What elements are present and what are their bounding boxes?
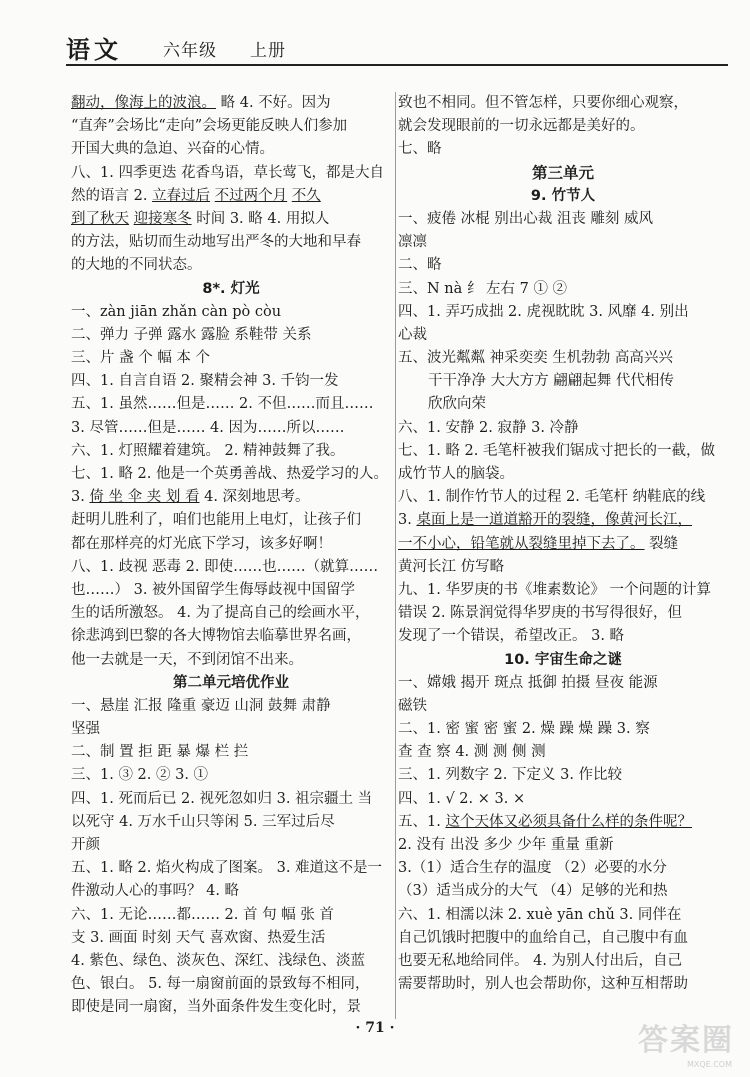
underlined-text: 不过两个月 (214, 187, 288, 204)
line-text: 略 4. 不好。因为 (216, 95, 331, 111)
header-rule (66, 64, 728, 66)
line-text: 三、N nà 纟 左右 7 ① ② (398, 280, 568, 297)
answer-line (398, 254, 728, 277)
line-text: 磁铁 (398, 697, 427, 714)
line-text: 凛凛 (398, 234, 427, 251)
line-text: 10. 宇宙生命之谜 (504, 651, 622, 668)
answer-line (71, 602, 391, 625)
answer-line (398, 579, 728, 602)
line-text: “直奔”会场比“走向”会场更能反映人们参加 (71, 118, 348, 135)
answer-line (71, 347, 391, 370)
line-text: 支 3. 画面 时刻 天气 喜欢窗、热爱生活 (71, 929, 326, 946)
line-text: 五、1. (398, 813, 446, 830)
underlined-text: 翻动，像海上的波浪。 (71, 95, 216, 111)
underlined-text: 桌面上是一道道豁开的裂缝，像黄河长江， (416, 512, 692, 529)
section-heading (398, 185, 728, 208)
line-text: 一、嫦娥 揭开 斑点 抵御 拍摄 昼夜 能源 (398, 674, 658, 691)
watermark-url: MXQE.COM (686, 1060, 732, 1069)
answer-line (398, 370, 728, 393)
line-text: 黄河长江 仿写略 (398, 558, 505, 575)
underlined-text: 倚 坐 伞 夹 划 看 (89, 489, 200, 506)
answer-line (398, 347, 728, 370)
underlined-text: 到了秋天 (71, 210, 129, 227)
answer-line (71, 950, 391, 973)
answer-line (398, 718, 728, 741)
answer-line (398, 463, 728, 486)
line-text: 六、1. 无论……都…… 2. 首 句 幅 张 首 (71, 906, 334, 923)
answer-line (398, 811, 728, 834)
line-text: 六、1. 安静 2. 寂静 3. 冷静 (398, 419, 579, 436)
line-text: 八、1. 四季更迭 花香鸟语，草长莺飞，都是大自 (71, 164, 385, 181)
line-text: 三、1. ③ 2. ② 3. ① (71, 767, 209, 784)
line-text: 五、波光粼粼 神采奕奕 生机勃勃 高高兴兴 (398, 350, 673, 367)
answer-line (398, 486, 728, 509)
line-text: 也要无私地给同伴。 4. 为别人付出后，自己 (398, 952, 683, 969)
line-text: 七、1. 略 2. 他是一个英勇善战、热爱学习的人。 (71, 466, 388, 482)
line-text: 二、制 置 拒 距 暴 爆 栏 拦 (71, 744, 249, 761)
answer-line (398, 231, 728, 254)
answer-line (71, 324, 391, 347)
line-text: 3.（1）适合生存的温度 （2）必要的水分 (398, 860, 667, 877)
line-text: 都在那样亮的灯光底下学习，该多好啊！ (71, 535, 332, 552)
line-text: 他一去就是一天，不到闭馆不出来。 (71, 651, 303, 668)
line-text: 3. 尽管……但是…… 4. 因为……所以…… (71, 419, 345, 436)
line-text: 然的语言 2. (71, 187, 153, 204)
answer-line (398, 602, 728, 625)
line-text: 三、1. 列数字 2. 下定义 3. 作比较 (398, 767, 623, 784)
answer-line (398, 301, 728, 324)
answer-line (398, 115, 728, 138)
line-text: 的大地的不同状态。 (71, 257, 202, 274)
line-text: 2. 没有 出没 多少 少年 重量 重新 (398, 837, 614, 853)
answer-line (71, 788, 391, 811)
line-text: 3. (398, 512, 417, 529)
answer-line (398, 857, 728, 880)
line-text: 裂缝 (644, 535, 679, 552)
answer-line (398, 880, 728, 903)
line-text: 心裁 (398, 326, 427, 343)
section-heading (71, 278, 391, 301)
answer-line (398, 92, 728, 115)
page-number: · 71 · (355, 1020, 395, 1036)
line-text: 八、1. 歧视 恶毒 2. 即使……也……（就算…… (71, 558, 379, 575)
line-text: 8*. 灯光 (202, 280, 260, 297)
line-text: 件激动人心的事吗？ 4. 略 (71, 883, 240, 900)
answer-line (71, 718, 391, 741)
line-text: 4. 深刻地思考。 (199, 489, 310, 506)
answer-line (71, 556, 391, 579)
answer-line (71, 904, 391, 927)
line-text: 九、1. 华罗庚的书《堆素数论》 一个问题的计算 (398, 581, 712, 598)
term-label: 上册 (250, 41, 286, 61)
answer-line (71, 625, 391, 648)
answer-line (71, 695, 391, 718)
answer-line (71, 92, 391, 115)
line-text: 3. (71, 489, 90, 506)
answer-line (71, 115, 391, 138)
left-column (71, 92, 391, 1020)
line-text: 4. 紫色、绿色、淡灰色、深红、浅绿色、淡蓝 (71, 952, 365, 969)
line-text: 一、zàn jiān zhǎn càn pò còu (71, 303, 282, 320)
answer-line (398, 741, 728, 764)
answer-line (398, 278, 728, 301)
answer-line (71, 162, 391, 185)
answer-line (398, 672, 728, 695)
answer-line (398, 973, 728, 996)
answer-line (398, 904, 728, 927)
answer-line (398, 509, 728, 532)
answer-line (71, 927, 391, 950)
watermark-logo (564, 1013, 734, 1069)
subject-title: 语文 (66, 35, 122, 64)
line-text: 欣欣向荣 (428, 396, 486, 413)
answer-line (398, 695, 728, 718)
line-text: 致也不相同。但不管怎样，只要你细心观察， (398, 95, 688, 111)
line-text: 开颜 (71, 837, 100, 853)
line-text: 9. 竹节人 (530, 187, 596, 204)
answer-line (398, 556, 728, 579)
line-text: 发现了一个错误，希望改正。 3. 略 (398, 628, 625, 645)
column-divider (395, 92, 396, 1019)
line-text: 三、片 盏 个 幅 本 个 (71, 350, 211, 367)
answer-line (71, 463, 391, 486)
line-text: 即使是同一扇窗，当外面条件发生变化时，景 (71, 999, 361, 1016)
section-heading (398, 649, 728, 672)
answer-line (398, 834, 728, 857)
line-text: 一、悬崖 汇报 隆重 豪迈 山洞 鼓舞 肃静 (71, 697, 331, 714)
answer-line (398, 138, 728, 161)
answer-line (71, 973, 391, 996)
line-text: 四、1. 自言自语 2. 聚精会神 3. 千钧一发 (71, 373, 339, 390)
answer-line (71, 417, 391, 440)
answer-line (71, 880, 391, 903)
answer-line (71, 208, 391, 231)
line-text: 六、1. 灯照耀着建筑。 2. 精神鼓舞了我。 (71, 442, 345, 459)
line-text: 徐悲鸿到巴黎的各大博物馆去临摹世界名画， (71, 628, 361, 645)
answer-line (71, 393, 391, 416)
page-header (66, 28, 726, 62)
section-heading (398, 162, 728, 185)
answer-line (71, 254, 391, 277)
line-text: 二、略 (398, 257, 442, 274)
answer-line (398, 927, 728, 950)
line-text: 也……） 3. 被外国留学生侮辱歧视中国留学 (71, 581, 356, 598)
answer-line (398, 324, 728, 347)
line-text: 自己饥饿时把腹中的血给自己，自己腹中有血 (398, 929, 688, 946)
answer-line (398, 950, 728, 973)
answer-line (71, 370, 391, 393)
line-text: 一、疲倦 冰棍 别出心裁 沮丧 雕刻 威风 (398, 210, 654, 227)
line-text: 的方法，贴切而生动地写出严冬的大地和早春 (71, 234, 361, 251)
answer-line (398, 625, 728, 648)
answer-line (398, 393, 728, 416)
line-text: 四、1. √ 2. × 3. × (398, 790, 526, 807)
underlined-text: 立春过后 (152, 187, 211, 204)
line-text: 二、弹力 子弹 露水 露脸 系鞋带 关系 (71, 326, 312, 343)
underlined-text: 这个天体又必须具备什么样的条件呢？ (445, 813, 692, 830)
line-text: 五、1. 略 2. 焰火构成了图案。 3. 难道这不是一 (71, 860, 383, 877)
answer-line (71, 764, 391, 787)
answer-line (71, 649, 391, 672)
line-text: （3）适当成分的大气 （4）足够的光和热 (398, 883, 668, 900)
line-text: 七、略 (398, 141, 442, 158)
line-text: 时间 3. 略 4. 用拟人 (191, 210, 330, 227)
underlined-text: 一不小心，铅笔就从裂缝里掉下去了。 (398, 535, 645, 552)
line-text: 坚强 (71, 721, 100, 738)
grade-label: 六年级 (163, 41, 217, 61)
answer-line (71, 996, 391, 1019)
line-text: 八、1. 制作竹节人的过程 2. 毛笔杆 纳鞋底的线 (398, 489, 706, 506)
line-text: 开国大典的急迫、兴奋的心情。 (71, 141, 274, 158)
answer-line (398, 788, 728, 811)
watermark-text: 答案圈 (638, 1023, 734, 1058)
line-text: 赶明儿胜利了，咱们也能用上电灯，让孩子们 (71, 512, 361, 529)
answer-line (71, 811, 391, 834)
answer-line (398, 208, 728, 231)
answer-line (71, 509, 391, 532)
line-text: 第二单元培优作业 (173, 674, 289, 691)
answer-line (71, 301, 391, 324)
line-text: 错误 2. 陈景润觉得华罗庚的书写得很好，但 (398, 605, 683, 622)
line-text: 六、1. 相濡以沫 2. xuè yān chǔ 3. 同伴在 (398, 906, 682, 923)
answer-line (398, 764, 728, 787)
answer-line (71, 834, 391, 857)
underlined-text: 迎接寒冬 (133, 210, 192, 227)
line-text: 生的话所激怒。 4. 为了提高自己的绘画水平， (71, 605, 370, 622)
line-text: 查 查 察 4. 测 测 侧 测 (398, 744, 546, 761)
answer-line (398, 533, 728, 556)
answer-line (71, 231, 391, 254)
line-text: 以死守 4. 万水千山只等闲 5. 三军过后尽 (71, 813, 335, 830)
right-column (398, 92, 728, 996)
line-text: 四、1. 死而后已 2. 视死忽如归 3. 祖宗疆土 当 (71, 790, 373, 807)
answer-line (398, 440, 728, 463)
answer-line (71, 741, 391, 764)
line-text: 干干净净 大大方方 翩翩起舞 代代相传 (428, 373, 674, 390)
answer-line (71, 857, 391, 880)
answer-line (71, 533, 391, 556)
answer-line (71, 486, 391, 509)
line-text: 第三单元 (531, 163, 594, 182)
answer-line (71, 440, 391, 463)
line-text: 就会发现眼前的一切永远都是美好的。 (398, 118, 645, 135)
line-text: 七、1. 略 2. 毛笔杆被我们锯成寸把长的一截，做 (398, 442, 715, 459)
line-text: 成竹节人的脑袋。 (398, 466, 514, 482)
line-text: 五、1. 虽然……但是…… 2. 不但……而且…… (71, 396, 374, 413)
answer-line (71, 579, 391, 602)
line-text: 二、1. 密 蜜 密 蜜 2. 燥 躁 燥 躁 3. 察 (398, 721, 650, 738)
section-heading (71, 672, 391, 695)
underlined-text: 不久 (291, 187, 321, 204)
answer-line (71, 185, 391, 208)
answer-line (71, 138, 391, 161)
line-text: 四、1. 弄巧成拙 2. 虎视眈眈 3. 风靡 4. 别出 (398, 303, 689, 320)
line-text: 色、银白。 5. 每一扇窗前面的景致每不相同， (71, 976, 370, 993)
line-text: 需要帮助时，别人也会帮助你，这种互相帮助 (398, 976, 688, 993)
answer-line (398, 417, 728, 440)
